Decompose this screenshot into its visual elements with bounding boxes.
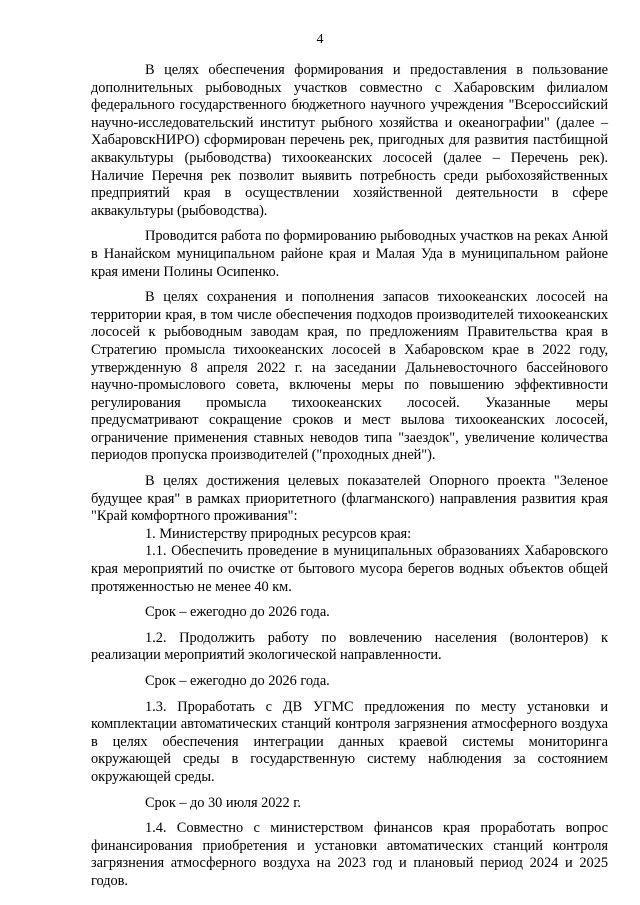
paragraph-salmon-strategy: В целях сохранения и пополнения запасов тихоокеанских лососей на территории края, в том числе обеспечения подходов производителей тихоокеанских лососей к рыбоводным заводам края, по предложениям Правительства края в Стратегию промысла тихоокеанских лососей в Хабаровском крае в 2022 году, утвержденную 8 апреля 2022 г. на заседании Дальневосточного бассейнового научно-промыслового совета, включены меры по повышению эффективности регулирования промысла тихоокеанских лососей. Указанные меры предусматривают сокращение сроков и мест вылова тихоокеанских лососей, ограничение применения ставных неводов типа "заездок", увеличение количества периодов пропуска производителей ("проходных дней"). — [91, 289, 608, 464]
paragraph-item-1-3: 1.3. Проработать с ДВ УГМС предложения по месту установки и комплектации автоматических станций контроля загрязнения атмосферного воздуха в целях обеспечения интеграции данных краевой системы мониторинга окружающей среды в государственную систему наблюдения за состоянием окружающей среды. — [91, 698, 608, 785]
document-body — [91, 62, 608, 891]
paragraph-deadline-1-1: Срок – ежегодно до 2026 года. — [145, 604, 330, 621]
paragraph-deadline-1-3: Срок – до 30 июля 2022 г. — [145, 794, 301, 811]
paragraph-green-future: В целях достижения целевых показателей Опорного проекта "Зеленое будущее края" в рамках приоритетного (флагманского) направления развития края "Край комфортного проживания": — [91, 473, 608, 525]
paragraph-deadline-1-2: Срок – ежегодно до 2026 года. — [145, 673, 330, 689]
paragraph-item-1-1: 1.1. Обеспечить проведение в муниципальных образованиях Хабаровского края мероприятий по очистке от бытового мусора берегов водных объектов общей протяженностью не менее 40 км. — [91, 543, 608, 595]
paragraph-ministry: 1. Министерству природных ресурсов края: — [145, 525, 412, 542]
page-number: 4 — [316, 32, 324, 47]
paragraph-item-1-4: 1.4. Совместно с министерством финансов края проработать вопрос финансирования приобретения и установки автоматических станций контроля загрязнения атмосферного воздуха на 2023 год и плановый период 2024 и 2025 годов. — [91, 820, 608, 889]
paragraph-item-1-2: 1.2. Продолжить работу по вовлечению населения (волонтеров) к реализации мероприятий экологической направленности. — [91, 629, 608, 664]
paragraph-river-list: В целях обеспечения формирования и предоставления в пользование дополнительных рыбоводных участков совместно с Хабаровским филиалом федерального государственного бюджетного научного учреждения "Всероссийский научно-исследовательский институт рыбного хозяйства и океанографии" (далее – ХабаровскНИРО) сформирован перечень рек, пригодных для развития пастбищной аквакультуры (рыбоводства) тихоокеанских лососей (далее – Перечень рек). Наличие Перечня рек позволит выявить потребность среди рыбохозяйственных предприятий края в осуществлении хозяйственной деятельности в сфере аквакультуры (рыбоводства). — [91, 62, 608, 219]
paragraph-fish-plots: Проводится работа по формированию рыбоводных участков на реках Анюй в Нанайском муниципальном районе края и Малая Уда в муниципальном районе края имени Полины Осипенко. — [91, 228, 608, 280]
